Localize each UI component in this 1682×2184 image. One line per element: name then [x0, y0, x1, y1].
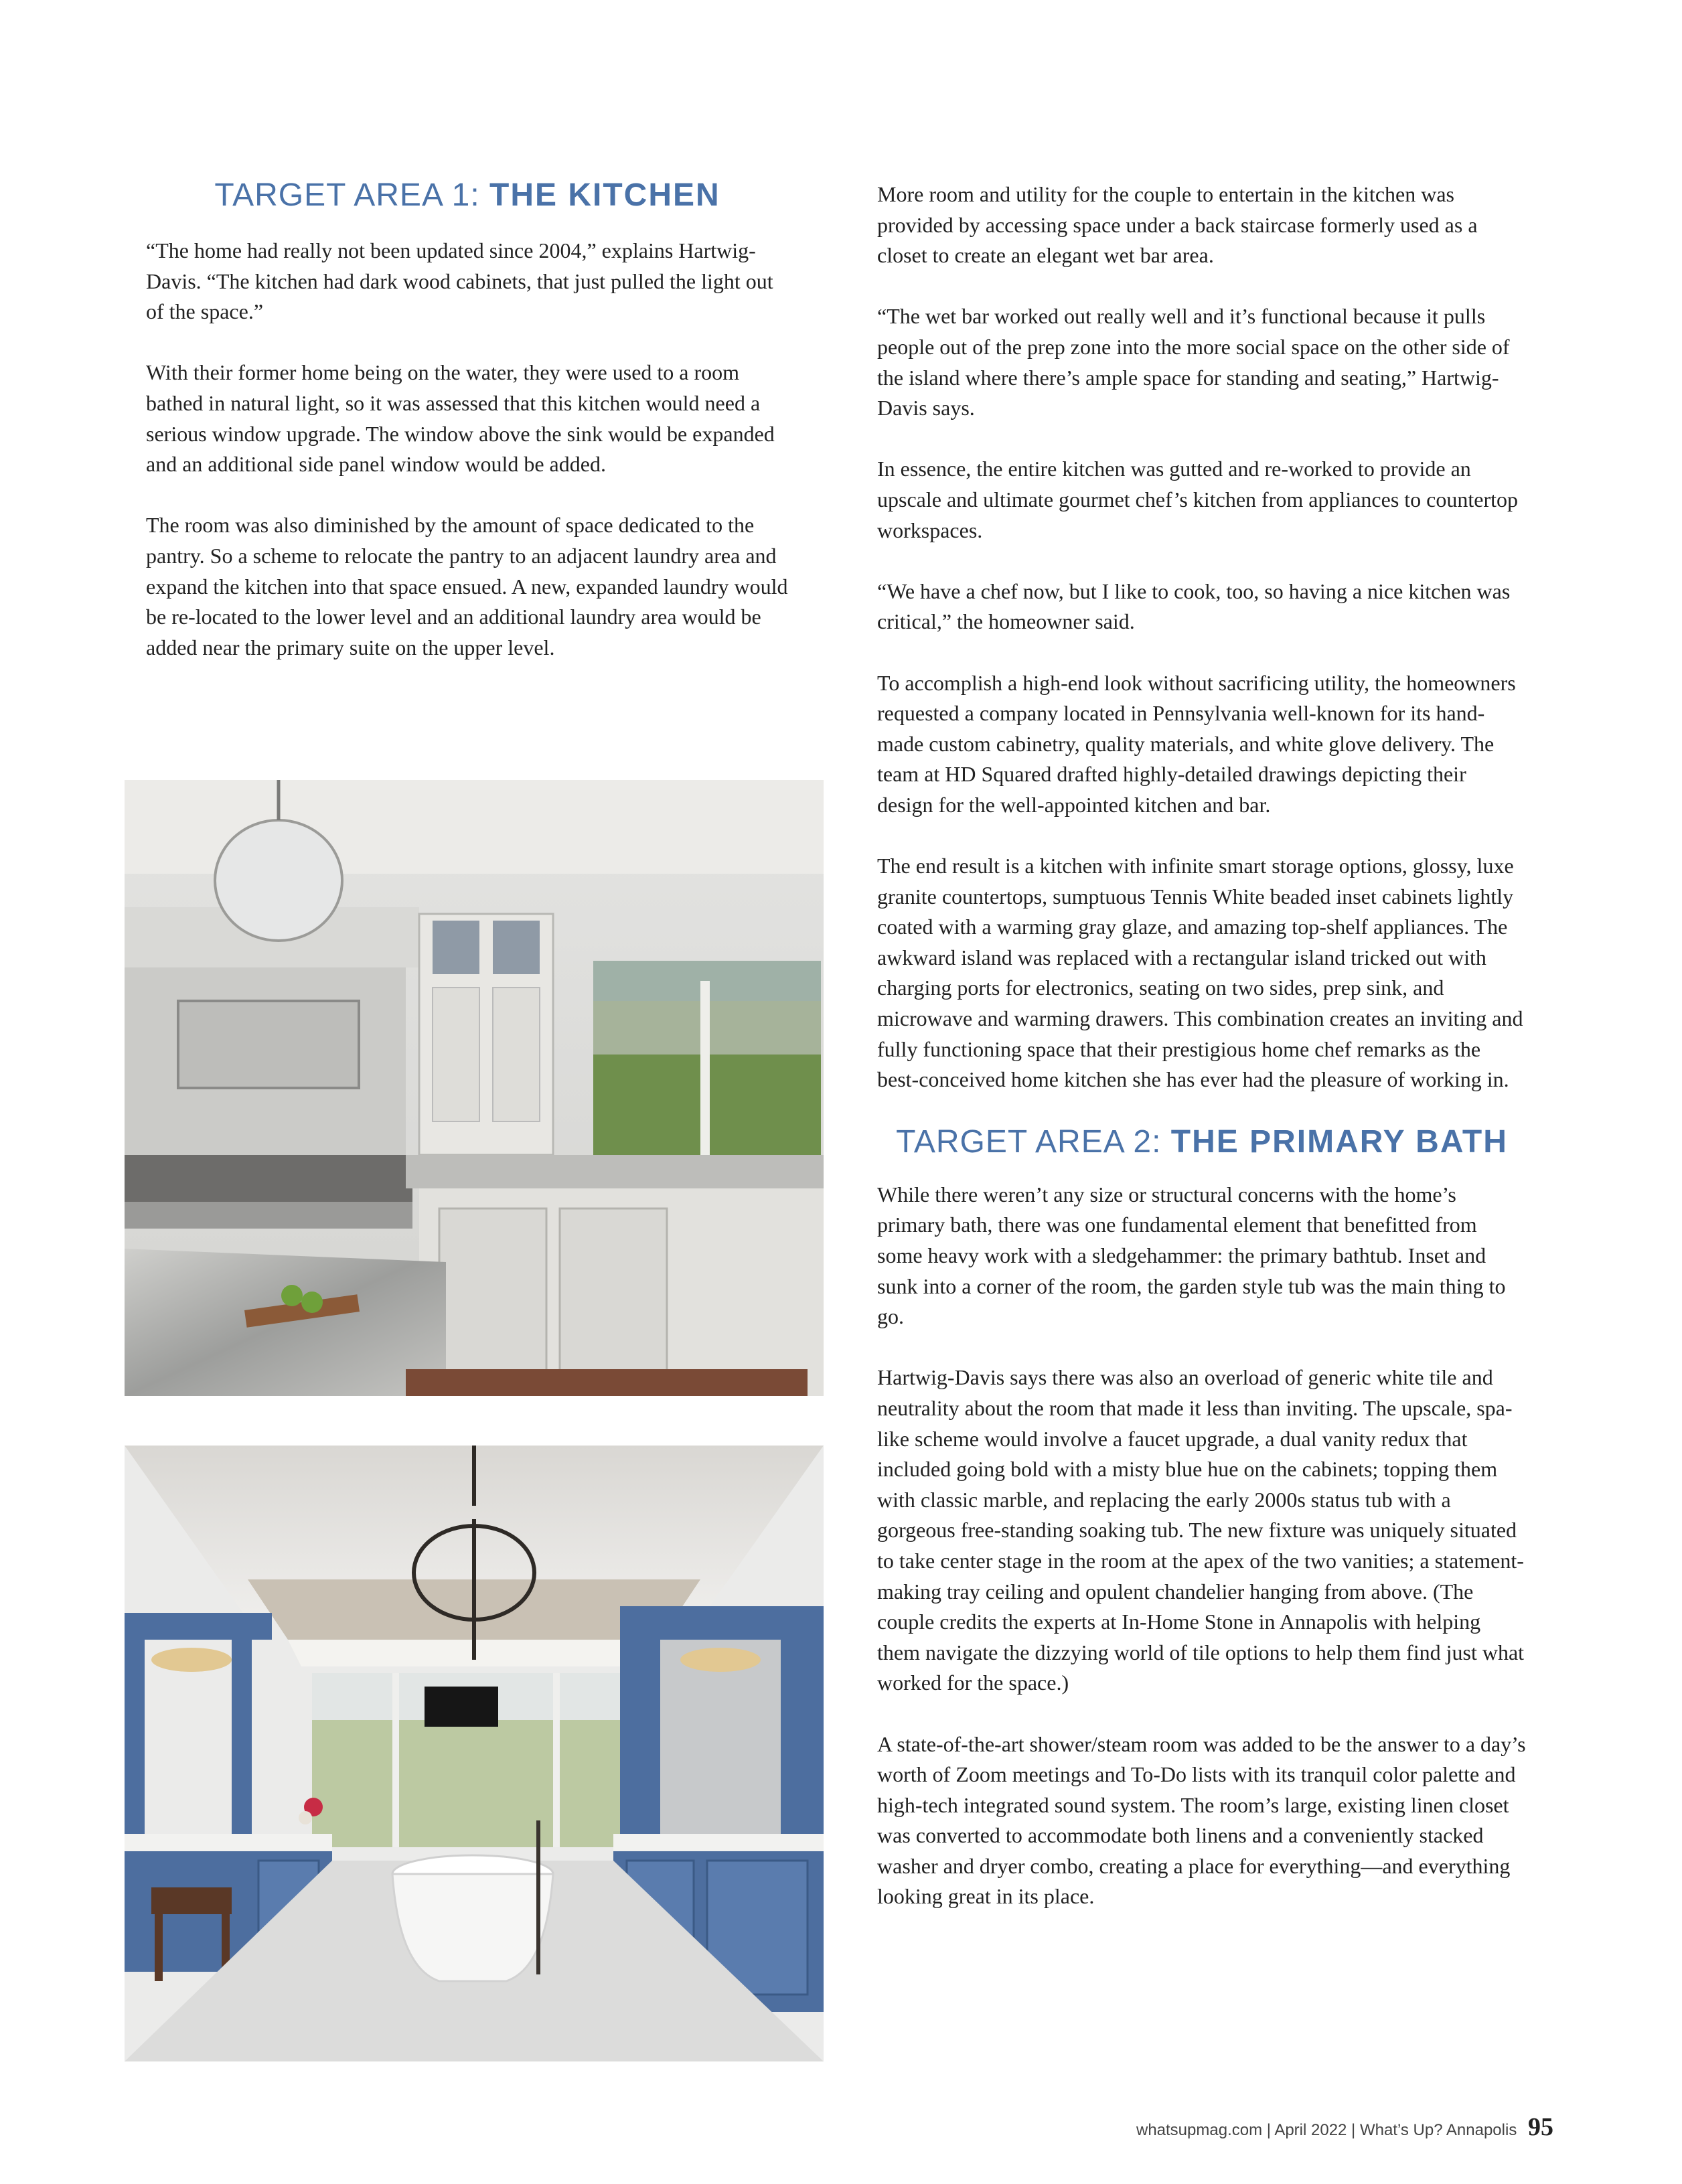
kitchen-paragraph: More room and utility for the couple to entertain in the kitchen was provided by accessing space under a back staircase formerly used as a closet to create an elegant wet bar area. [877, 182, 1478, 268]
page-number: 95 [1528, 2113, 1553, 2141]
bath-paragraph: A state-of-the-art shower/steam room was added to be the answer to a day’s worth of Zoom meetings and To-Do lists with its tranquil color palette and high-tech integrated sound system. The room’s large, existing linen closet was converted to accommodate both linens and a conveniently stacked washer and dryer combo, creating a place for everything—and everything looking great in its place. [877, 1731, 1526, 1909]
kitchen-photo [125, 780, 824, 1396]
kitchen-paragraph: With their former home being on the water, they were used to a room bathed in natural light, so it was assessed that this kitchen would need a serious window upgrade. The window above the sink would be expanded and an additional side panel window would be added. [146, 360, 775, 477]
section-heading-bath [877, 1122, 1527, 1162]
page-footer [1136, 2112, 1553, 2142]
heading-bold-text: THE KITCHEN [489, 177, 720, 213]
section-heading-kitchen [146, 175, 789, 216]
left-column [146, 175, 789, 663]
heading-bold-text: THE PRIMARY BATH [1170, 1123, 1508, 1160]
heading-light-text: TARGET AREA 2: [896, 1123, 1171, 1160]
kitchen-paragraph: “We have a chef now, but I like to cook, too, so having a nice kitchen was critical,” the homeowner said. [877, 578, 1511, 634]
bath-paragraph: While there weren’t any size or structural concerns with the home’s primary bath, there was one fundamental element that benefitted from some heavy work with a sledgehammer: the primary bathtub. Inset and sunk into a corner of the room, the garden style tub was the main thing to go. [877, 1182, 1506, 1329]
heading-light-text: TARGET AREA 1: [214, 177, 490, 213]
bath-photo [125, 1446, 824, 2061]
kitchen-paragraph: The room was also diminished by the amount of space dedicated to the pantry. So a scheme to relocate the pantry to an adjacent laundry area and expand the kitchen into that space ensued. A new, expanded laundry would be re-located to the lower level and an additional laundry area would be added near the primary suite on the upper level. [146, 513, 788, 659]
kitchen-paragraph: “The wet bar worked out really well and it’s functional because it pulls people out of the prep zone into the more social space on the other side of the island where there’s ample space for standing and seating,” Hartwig-Davis says. [877, 304, 1510, 420]
kitchen-paragraph: The end result is a kitchen with infinite smart storage options, glossy, luxe granite countertops, sumptuous Tennis White beaded inset cabinets lightly coated with a warming gray glaze, and amazing top-shelf appliances. The awkward island was replaced with a rectangular island tricked out with charging ports for electronics, seating on two sides, prep sink, and microwave and warming drawers. This combination creates an inviting and fully functioning space that their prestigious home chef remarks as the best-conceived home kitchen she has ever had the pleasure of working in. [877, 854, 1523, 1092]
bath-paragraph: Hartwig-Davis says there was also an overload of generic white tile and neutrality about the room that made it less than inviting. The upscale, spa-like scheme would involve a faucet upgrade, a dual vanity redux that included going bold with a misty blue hue on the cabinets; topping them with classic marble, and replacing the early 2000s status tub with a gorgeous free-standing soaking tub. The new fixture was uniquely situated to take center stage in the room at the apex of the two vanities; a statement-making tray ceiling and opulent chandelier hanging from above. (The couple credits the experts at In-Home Stone in Annapolis with helping them navigate the dizzying world of tile options to help them find just what worked for the space.) [877, 1365, 1525, 1695]
kitchen-paragraph: “The home had really not been updated since 2004,” explains Hartwig-Davis. “The kitchen had dark wood cabinets, that just pulled the light out of the space.” [146, 238, 773, 324]
kitchen-paragraph: To accomplish a high-end look without sacrificing utility, the homeowners requested a company located in Pennsylvania well-known for its hand-made custom cabinetry, quality materials, and white glove delivery. The team at HD Squared drafted highly-detailed drawings depicting their design for the well-appointed kitchen and bar. [877, 670, 1516, 817]
footer-text: whatsupmag.com | April 2022 | What’s Up? Annapolis [1136, 2121, 1517, 2139]
right-column [877, 179, 1527, 1912]
kitchen-paragraph: In essence, the entire kitchen was gutted and re-worked to provide an upscale and ultimate gourmet chef’s kitchen from appliances to countertop workspaces. [877, 457, 1518, 542]
